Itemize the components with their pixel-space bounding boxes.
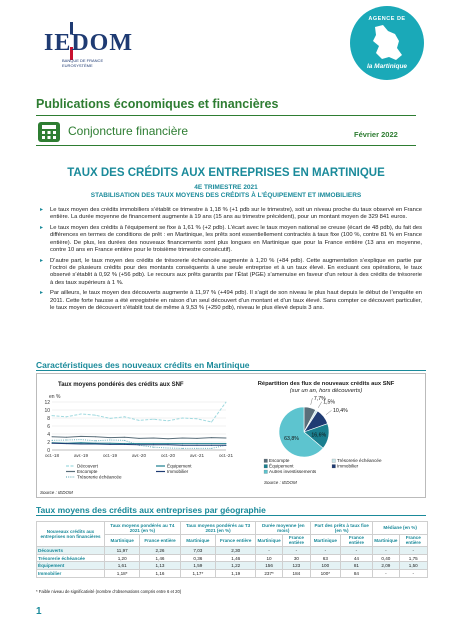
table-header-cell: Taux moyens pondérés au T3 2021 (en %) [180, 522, 256, 535]
table-cell: 100* [311, 569, 340, 577]
table-cell: 1,75 [399, 554, 428, 562]
table-header-cell: Médiane (en %) [373, 522, 428, 535]
article-subtitle: STABILISATION DES TAUX MOYENS DES CRÉDITS À L’ÉQUIPEMENT ET IMMOBILIERS [90, 192, 362, 199]
table-cell: - [282, 547, 310, 555]
data-point [110, 437, 111, 438]
legend-label: Trésorerie échéancée [337, 458, 382, 463]
data-point [124, 440, 125, 441]
data-point [81, 442, 82, 443]
data-point [95, 436, 96, 437]
table-row-label: Équipement [37, 562, 105, 570]
legend-label: Immobilier [167, 469, 189, 475]
table-cell: 123 [282, 562, 310, 570]
data-point [110, 418, 111, 419]
data-point [182, 443, 183, 444]
table-cell: 1,20 [105, 554, 140, 562]
legend-label: Équipement [167, 463, 192, 469]
table-cell: 1,18* [105, 569, 140, 577]
table-header-cell: Part des prêts à taux fixe (en %) [311, 522, 373, 535]
table-header-row [37, 522, 428, 535]
data-point [124, 437, 125, 438]
line-chart [36, 388, 248, 498]
table-subheader-cell: Martinique [105, 534, 140, 547]
table-cell: 1,19 [216, 569, 256, 577]
pie-slice-label: 16,6% [311, 432, 327, 439]
data-point [52, 440, 53, 441]
data-point [66, 443, 67, 444]
bullet-item: ▸ Par ailleurs, le taux moyen des découverts augmente à 11,97 % (+494 pdb). Il s’agit de son niveau le plus haut depuis le début de l’enquête en 2011. Cette forte hausse a été enregistrée en raison d’un seul découvert d’un montant et d’un taux élevé. Sans compter ce découvert particulier, le taux moyen de découvert s’établit tout de même à 9,53 % (+250 pdb), niveau le plus élevé depuis 3 ans. [40, 290, 422, 312]
logo-text: IEDOM [44, 30, 133, 56]
data-point [153, 438, 154, 439]
table-subheader-cell: France entière [140, 534, 180, 547]
table-cell: 156 [256, 562, 282, 570]
table-row-label: Trésorerie échéancée [37, 554, 105, 562]
legend-label: Découvert [77, 463, 98, 469]
data-point [153, 444, 154, 445]
data-point [153, 447, 154, 448]
table-cell: - [311, 547, 340, 555]
section-title: Taux moyens des crédits aux entreprises par géographie [36, 505, 266, 515]
legend-label: Immobilier [337, 463, 359, 469]
table-cell: 2,09 [373, 562, 399, 570]
table-cell: 44 [340, 554, 373, 562]
y-tick-label: 6 [47, 423, 50, 430]
pie-slice-label: 1,5% [323, 399, 336, 406]
line-chart-title: Taux moyens pondérés des crédits aux SNF [58, 382, 184, 388]
data-point [95, 444, 96, 445]
data-point [81, 414, 82, 415]
table-subheader-cell: Martinique [180, 534, 215, 547]
table-subheader-cell: Martinique [311, 534, 340, 547]
x-tick-label: oct.-20 [160, 453, 176, 458]
table-cell: 1,61 [105, 562, 140, 570]
table-cell: 184 [282, 569, 310, 577]
table-row-label: Découverts [37, 547, 105, 555]
pie-slice-label: 7,7% [313, 395, 326, 402]
x-tick-label: oct.-19 [102, 453, 118, 458]
table-header-cell: Durée moyenne (en mois) [256, 522, 311, 535]
data-point [211, 443, 212, 444]
table-subheader-cell: France entière [216, 534, 256, 547]
line-chart-source: Source : IEDOM [40, 490, 73, 495]
data-point [153, 443, 154, 444]
bullet-item: ▸ D’autre part, le taux moyen des crédits de trésorerie échéancée augmente à 1,20 % (+84 pdb). Cette augmentation s’explique en partie par l’octroi de plusieurs crédits pour des montants conséquents à une seule entreprise et à un taux élevé. En excluant ces opérations, le taux observé s’établit à 0,92 % (+56 pdb). Le recours aux prêts garantis par l’État (PGE) s’amenuise en faveur d’un retour à des crédits de trésorerie à des taux supérieurs à 1 %. [40, 258, 422, 287]
data-point [81, 444, 82, 445]
table-header-cell: Nouveaux crédits aux entreprises non financières [37, 522, 105, 547]
table-cell: - [373, 547, 399, 555]
data-point [211, 445, 212, 446]
data-point [168, 420, 169, 421]
data-point [66, 437, 67, 438]
x-tick-label: avr.-21 [189, 453, 205, 458]
pie-chart-source: Source : IEDOM [264, 480, 297, 485]
pie-leader-line [326, 410, 332, 414]
legend-label: Équipement [269, 463, 294, 469]
pie-leader-line [318, 402, 322, 408]
publication-date: Février 2022 [354, 130, 398, 139]
table-body [37, 547, 428, 577]
table-cell: - [373, 569, 399, 577]
table-cell: 2,30 [216, 547, 256, 555]
agency-badge-top: AGENCE DE [368, 16, 406, 22]
table-row [37, 562, 428, 570]
legend-label: Autres investissements [269, 469, 317, 474]
table-cell: 10 [256, 554, 282, 562]
table-subheader-cell: Martinique [256, 534, 282, 547]
divider [36, 115, 416, 116]
table-cell: 0,36 [180, 554, 215, 562]
pie-slice-label: 10,4% [333, 408, 348, 415]
series-title: Conjoncture financière [68, 124, 189, 138]
data-point [197, 443, 198, 444]
table-cell: 11,97 [105, 547, 140, 555]
rates-table [36, 521, 428, 578]
y-tick-label: 12 [44, 399, 50, 406]
table-footnote: * Faible niveau de significativité (nombre d’observations compris entre 6 et 20) [36, 589, 182, 594]
data-point [66, 416, 67, 417]
article-title: TAUX DES CRÉDITS AUX ENTREPRISES EN MARTINIQUE [67, 167, 385, 179]
data-point [95, 415, 96, 416]
table-cell: - [399, 569, 428, 577]
agency-badge [350, 6, 424, 80]
data-point [139, 420, 140, 421]
table-cell: - [399, 547, 428, 555]
legend-label: Escompte [269, 458, 290, 463]
pie-slice-label: 63,8% [284, 435, 299, 442]
y-tick-label: 4 [47, 431, 50, 438]
data-point [226, 445, 227, 446]
table-cell: 1,46 [140, 554, 180, 562]
data-point [110, 440, 111, 441]
data-point [139, 438, 140, 439]
data-point [197, 418, 198, 419]
y-axis-label: en % [49, 394, 61, 400]
table-cell: 1,59 [180, 562, 215, 570]
data-point [124, 444, 125, 445]
table-subheader-cell: France entière [340, 534, 373, 547]
data-point [81, 439, 82, 440]
y-tick-label: 2 [47, 439, 50, 446]
data-point [182, 438, 183, 439]
publication-title: Publications économiques et financières [36, 97, 279, 111]
table-row-label: Immobilier [37, 569, 105, 577]
table-cell: 7,03 [180, 547, 215, 555]
table-cell: - [256, 547, 282, 555]
table-subheader-cell: France entière [399, 534, 428, 547]
x-tick-label: avr.-20 [131, 453, 147, 458]
calculator-icon [38, 122, 60, 142]
data-point [124, 416, 125, 417]
table-cell: 1,13 [140, 562, 180, 570]
page-header [0, 0, 452, 92]
page-number: 1 [36, 606, 42, 617]
table-header-cell: Taux moyens pondérés au T4 2021 (en %) [105, 522, 181, 535]
table-cell: 1,50 [399, 562, 428, 570]
section-rule [36, 370, 426, 371]
data-point [139, 443, 140, 444]
table-subheader-cell: Martinique [373, 534, 399, 547]
pie-chart-title-text: Répartition des flux de nouveaux crédits aux SNF [257, 381, 395, 387]
table-cell: 237* [256, 569, 282, 577]
data-point [110, 444, 111, 445]
data-point [168, 448, 169, 449]
legend-swatch [332, 465, 336, 469]
agency-badge-bottom: la Martinique [366, 63, 408, 70]
data-point [153, 419, 154, 420]
data-point [66, 440, 67, 441]
data-point [52, 443, 53, 444]
data-point [168, 438, 169, 439]
data-point [226, 443, 227, 444]
data-point [197, 448, 198, 449]
data-point [52, 436, 53, 437]
bullet-item: ▸ Le taux moyen des crédits à l’équipement se fixe à 1,61 % (+2 pdb). L’écart avec le taux moyen national se creuse (écart de 48 pdb), du fait des différences en termes de conditions de prêt : en Martinique, les prêts sont essentiellement contractés à taux fixe (100 %, contre 81 % en France entière). De plus, les durées des nouveaux financements sont plus longues en Martinique que pour la France entière (13 ans en moyenne, contre 10 ans en France entière pour le troisième trimestre consécutif). [40, 225, 422, 254]
data-point [168, 444, 169, 445]
bullet-list [40, 207, 422, 316]
table-cell: 1,46 [216, 554, 256, 562]
pie-chart-title [256, 381, 396, 395]
table-cell: 2,26 [140, 547, 180, 555]
pie-chart-title-note: (sur un an, hors découverts) [289, 388, 363, 394]
bullet-item: ▸ Le taux moyen des crédits immobiliers s’établit ce trimestre à 1,18 % (+1 pdb sur le trimestre), soit un niveau proche du taux observé en France entière. La durée moyenne de financement augmente à 19 ans (15 ans au trimestre précédent), pour un montant moyen de 329 841 euros. [40, 207, 422, 222]
iedom-logo [40, 16, 133, 78]
table-cell: 1,17* [180, 569, 215, 577]
y-tick-label: 0 [47, 447, 50, 454]
legend-label: Escompte [77, 469, 98, 475]
table-cell: 100 [311, 562, 340, 570]
legend-swatch [264, 459, 268, 463]
table-subheader-cell: France entière [282, 534, 310, 547]
data-point [226, 402, 227, 403]
table-cell: 1,22 [216, 562, 256, 570]
legend-swatch [264, 465, 268, 469]
data-point [168, 443, 169, 444]
table-cell: 84 [340, 569, 373, 577]
data-point [226, 438, 227, 439]
table-row [37, 554, 428, 562]
table-cell: 81 [340, 562, 373, 570]
table-cell: 63 [311, 554, 340, 562]
data-point [52, 415, 53, 416]
data-point [197, 445, 198, 446]
data-point [110, 443, 111, 444]
martinique-map-icon [369, 24, 405, 62]
x-tick-label: oct.-21 [218, 453, 234, 458]
section-title: Caractéristiques des nouveaux crédits en Martinique [36, 360, 250, 370]
x-tick-label: avr.-19 [73, 453, 89, 458]
legend-swatch [264, 470, 268, 474]
data-point [182, 448, 183, 449]
table-cell: 1,16 [140, 569, 180, 577]
data-point [182, 445, 183, 446]
table-cell: - [340, 547, 373, 555]
data-point [95, 440, 96, 441]
data-point [139, 444, 140, 445]
logo-subtext: BANQUE DE FRANCE EUROSYSTÈME [62, 58, 104, 68]
table-row [37, 569, 428, 577]
data-point [211, 422, 212, 423]
table-row [37, 547, 428, 555]
data-point [211, 437, 212, 438]
data-point [211, 448, 212, 449]
section-rule [36, 515, 426, 516]
series-line [52, 402, 226, 422]
pie-chart [250, 395, 426, 498]
legend-label: Trésorerie échéancée [77, 474, 122, 480]
pie-leader-line [311, 398, 313, 405]
table-cell: 0,40 [373, 554, 399, 562]
x-tick-label: oct.-18 [44, 453, 60, 458]
y-tick-label: 8 [47, 415, 50, 422]
legend-swatch [332, 459, 336, 463]
data-point [81, 436, 82, 437]
data-point [182, 418, 183, 419]
data-point [197, 438, 198, 439]
article-quarter: 4E TRIMESTRE 2021 [194, 184, 258, 191]
table-cell: 30 [282, 554, 310, 562]
y-tick-label: 10 [44, 407, 50, 414]
divider [36, 145, 416, 146]
